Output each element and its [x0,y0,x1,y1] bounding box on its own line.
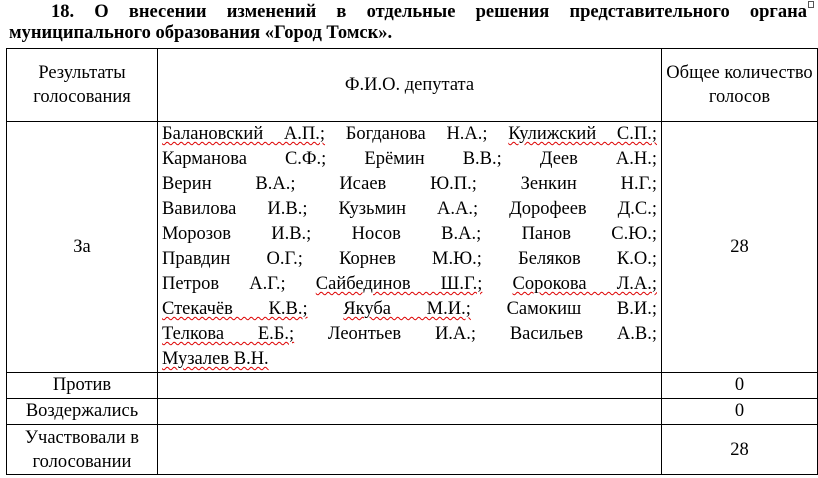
row-label-participated: Участвовали в голосовании [7,425,158,475]
deputy-name: Петров А.Г.; [162,274,286,294]
deputy-name: Правдин О.Г.; [162,249,303,269]
names-line [162,322,657,347]
header-total: Общее количество голосов [662,49,818,122]
deputy-name: Деев А.Н.; [539,149,657,169]
document-heading: 18. О внесении изменений в отдельные решения представительного органа муниципального образования «Город Томск». [9,2,807,43]
deputy-name: Вавилова И.В.; [162,199,308,219]
table-row-participated [7,425,818,475]
names-against [158,373,662,399]
deputy-name: Носов В.А.; [351,224,482,244]
count-participated: 28 [662,425,818,475]
deputies-names-cell [158,122,662,373]
names-line [162,147,657,172]
deputy-name: Сайбединов Ш.Г.; [315,274,483,294]
deputy-name: Исаев Ю.П.; [339,174,477,194]
deputy-name: Васильев А.В.; [509,324,657,344]
deputy-name: Музалев В.Н. [162,349,269,369]
deputy-name: Сорокова Л.А.; [512,274,657,294]
row-label-against: Против [7,373,158,399]
deputy-name: Корнев М.Ю.; [339,249,482,269]
deputy-name: Беляков К.О.; [518,249,657,269]
deputy-name: Якуба М.И.; [343,299,471,319]
names-line [162,347,657,372]
names-line [162,272,657,297]
row-label-for: За [7,122,158,373]
table-row-abstained [7,399,818,425]
names-line [162,247,657,272]
deputy-name: Дорофеев Д.С.; [509,199,657,219]
voting-results-table [6,48,818,475]
count-against: 0 [662,373,818,399]
names-line [162,122,657,147]
count-for: 28 [662,122,818,373]
deputy-name: Леонтьев И.А.; [327,324,477,344]
table-row-for [7,122,818,373]
count-abstained: 0 [662,399,818,425]
deputy-name: Кузьмин А.А.; [338,199,479,219]
names-line [162,222,657,247]
header-deputies: Ф.И.О. депутата [158,49,662,122]
row-label-abstained: Воздержались [7,399,158,425]
names-line [162,172,657,197]
table-move-handle-icon[interactable] [808,1,814,8]
deputy-name: Кулижский С.П.; [508,124,657,144]
deputy-name: Панов С.Ю.; [521,224,657,244]
deputy-name: Верин В.А.; [162,174,296,194]
deputy-name: Ерёмин В.В.; [364,149,502,169]
table-header-row [7,49,818,122]
deputy-name: Балановский А.П.; [162,124,326,144]
header-results: Результаты голосования [7,49,158,122]
deputy-name: Зенкин Н.Г.; [520,174,657,194]
table-row-against [7,373,818,399]
deputy-name: Карманова С.Ф.; [162,149,327,169]
names-line [162,197,657,222]
deputy-name: Богданова Н.А.; [345,124,488,144]
names-participated [158,425,662,475]
deputy-name: Стекачёв К.В.; [162,299,308,319]
deputy-name: Самокиш В.И.; [506,299,657,319]
names-abstained [158,399,662,425]
deputy-name: Морозов И.В.; [162,224,312,244]
deputy-name: Телкова Е.Б.; [162,324,295,344]
names-line [162,297,657,322]
